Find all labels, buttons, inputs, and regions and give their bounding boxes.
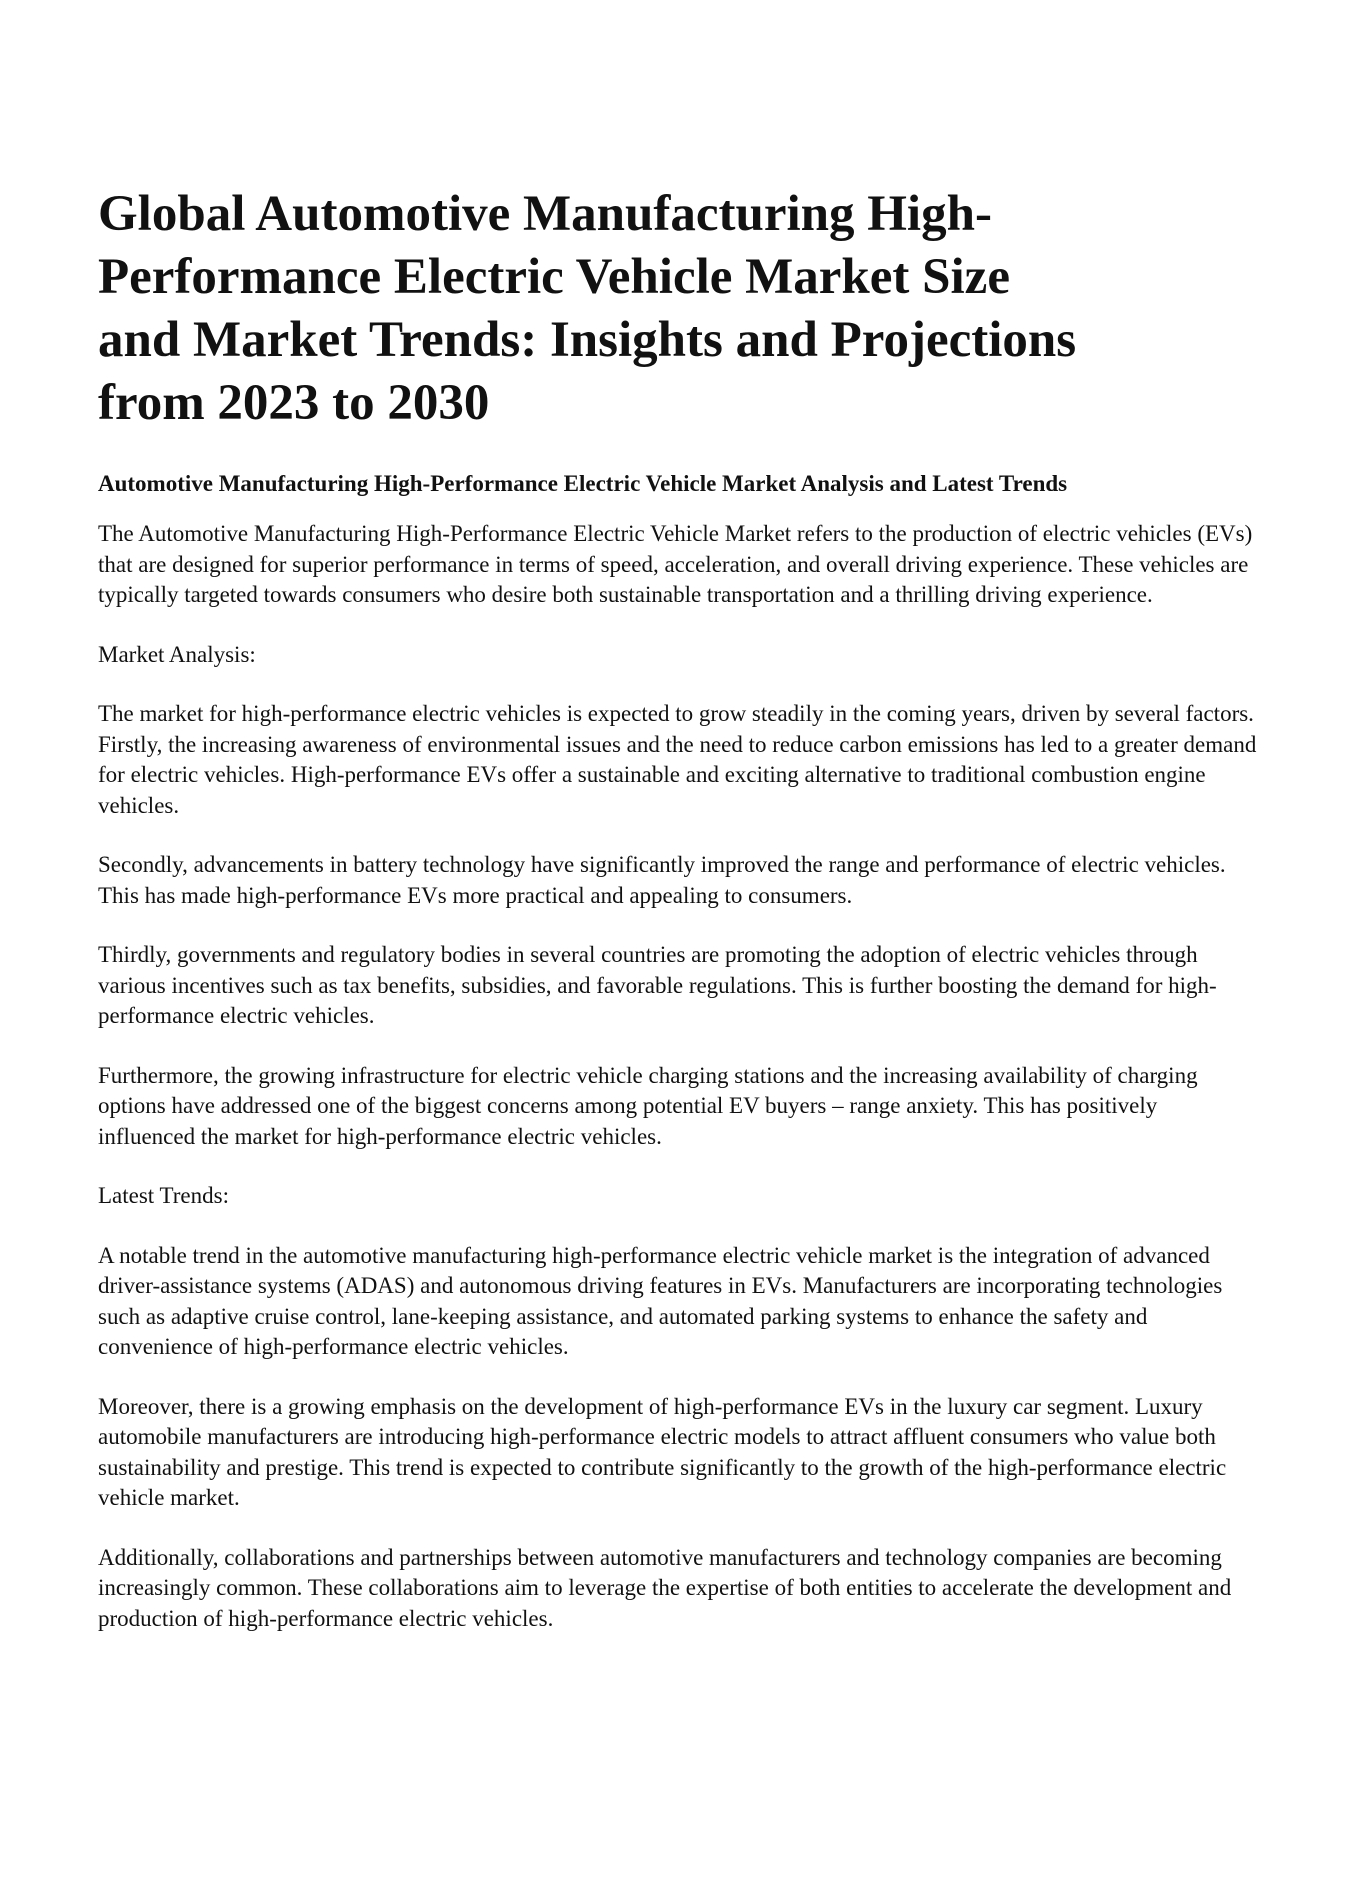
market-analysis-section	[98, 640, 1258, 1153]
latest-trends-paragraph: Additionally, collaborations and partnerships between automotive manufacturers and technology companies are becoming increasingly common. These collaborations aim to leverage the expertise of both entities to accelerate the development and production of high-performance electric vehicles.	[98, 1544, 1232, 1631]
market-analysis-paragraph: Secondly, advancements in battery technology have significantly improved the range and performance of electric vehicles. This has made high-performance EVs more practical and appealing to consumers.	[98, 852, 1226, 908]
market-analysis-paragraph: Thirdly, governments and regulatory bodies in several countries are promoting the adoption of electric vehicles through various incentives such as tax benefits, subsidies, and favorable regulations. This is further boosting the demand for high-performance electric vehicles.	[98, 942, 1217, 1028]
latest-trends-section	[98, 1181, 1258, 1634]
market-analysis-label: Market Analysis:	[98, 641, 256, 667]
latest-trends-paragraph: Moreover, there is a growing emphasis on the development of high-performance EVs in the luxury car segment. Luxury automobile manufacturers are introducing high-performance electric models to attract affluent consumers who value both sustainability and prestige. This trend is expected to contribute significantly to the growth of the high-performance electric vehicle market.	[98, 1393, 1227, 1510]
latest-trends-paragraph: A notable trend in the automotive manufacturing high-performance electric vehicle market is the integration of advanced driver-assistance systems (ADAS) and autonomous driving features in EVs. Manufacturers are incorporating technologies such as adaptive cruise control, lane-keeping assistance, and automated parking systems to enhance the safety and convenience of high-performance electric vehicles.	[98, 1242, 1223, 1359]
market-analysis-paragraph: The market for high-performance electric vehicles is expected to grow steadily in the coming years, driven by several factors. Firstly, the increasing awareness of environmental issues and the need to reduce carbon emissions has led to a greater demand for electric vehicles. High-performance EVs offer a sustainable and exciting alternative to traditional combustion engine vehicles.	[98, 701, 1257, 818]
intro-paragraph: The Automotive Manufacturing High-Performance Electric Vehicle Market refers to the production of electric vehicles (EVs) that are designed for superior performance in terms of speed, acceleration, and overall driving experience. These vehicles are typically targeted towards consumers who desire both sustainable transportation and a thrilling driving experience.	[98, 521, 1253, 607]
document-title: Global Automotive Manufacturing High-Performance Electric Vehicle Market Size and Market Trends: Insights and Projections from 2023 to 2030	[98, 186, 1077, 431]
market-analysis-paragraph: Furthermore, the growing infrastructure for electric vehicle charging stations and the increasing availability of charging options have addressed one of the biggest concerns among potential EV buyers – range anxiety. This has positively influenced the market for high-performance electric vehicles.	[98, 1062, 1198, 1149]
latest-trends-label: Latest Trends:	[98, 1183, 229, 1208]
document-subtitle: Automotive Manufacturing High-Performance Electric Vehicle Market Analysis and Latest Trends	[98, 471, 1068, 496]
